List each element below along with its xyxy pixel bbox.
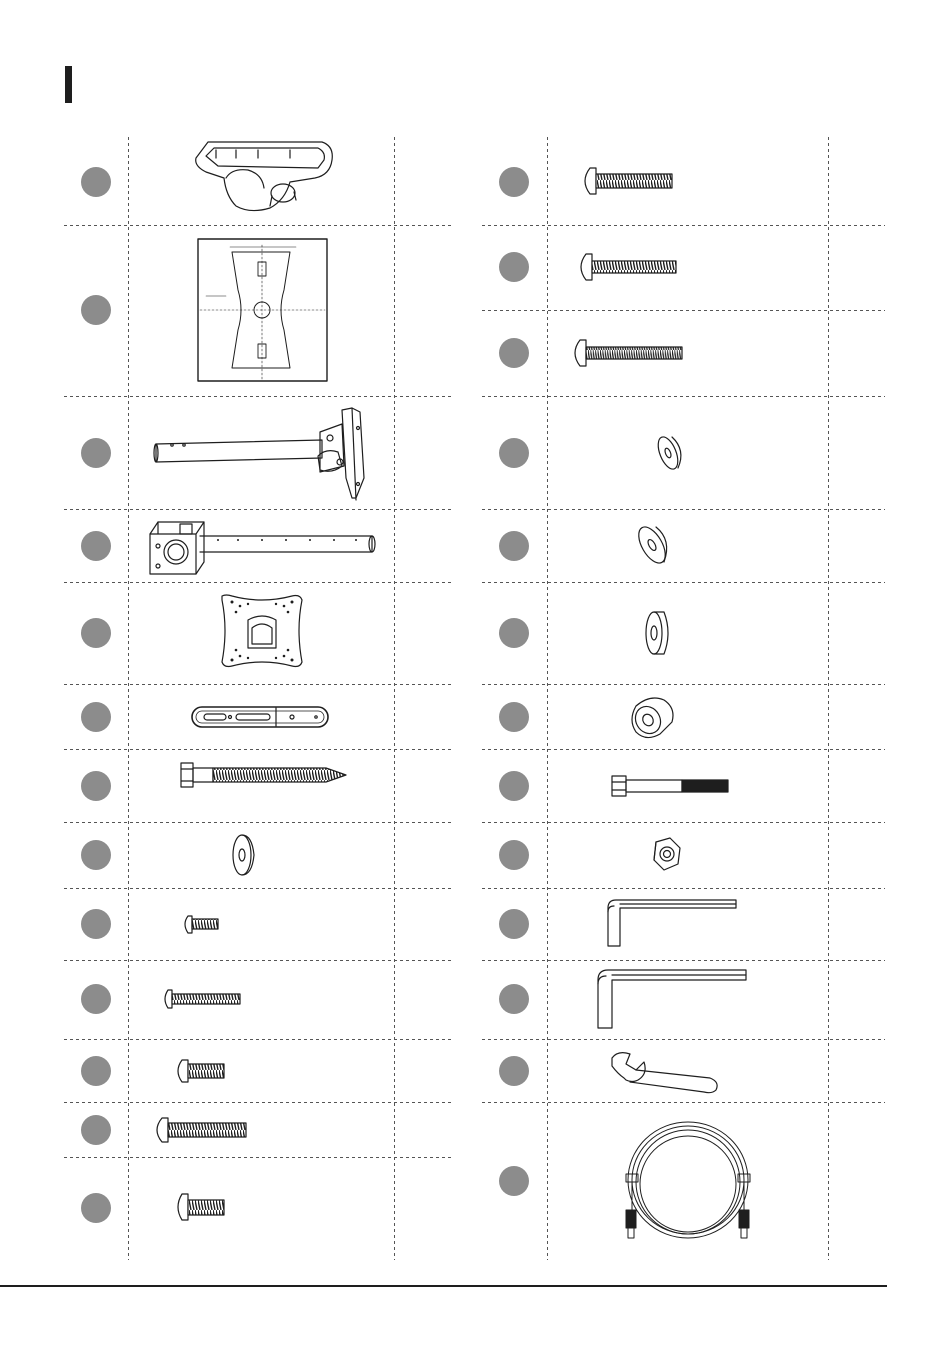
part-badge bbox=[499, 531, 529, 561]
short-screw-icon bbox=[185, 916, 218, 933]
medium-bolt-icon bbox=[157, 1118, 246, 1142]
part-badge bbox=[499, 167, 529, 197]
thick-spacer-icon bbox=[646, 612, 668, 654]
part-badge bbox=[81, 984, 111, 1014]
short-bolt-icon bbox=[178, 1194, 224, 1220]
page-bottom-rule bbox=[0, 1285, 887, 1287]
part-badge bbox=[81, 438, 111, 468]
part-badge bbox=[81, 702, 111, 732]
part-badge bbox=[499, 252, 529, 282]
part-badge bbox=[499, 618, 529, 648]
part-badge bbox=[499, 840, 529, 870]
part-badge bbox=[81, 167, 111, 197]
part-badge bbox=[81, 618, 111, 648]
part-badge bbox=[499, 771, 529, 801]
short-bolt-icon bbox=[178, 1060, 224, 1082]
small-washer-icon bbox=[654, 434, 682, 472]
slotted-bracket-icon bbox=[192, 707, 328, 727]
long-thin-screw-icon bbox=[165, 990, 240, 1008]
wrench-icon bbox=[612, 1053, 717, 1093]
bolt-icon bbox=[585, 168, 672, 194]
part-badge bbox=[499, 984, 529, 1014]
vesa-adapter-plate-icon bbox=[222, 595, 302, 667]
part-badge bbox=[499, 338, 529, 368]
plastic-cover-icon bbox=[196, 142, 333, 211]
table-grid bbox=[64, 137, 885, 1260]
hex-socket-bolt-icon bbox=[612, 776, 728, 796]
washer-icon bbox=[633, 523, 670, 568]
coiled-cable-icon bbox=[626, 1122, 750, 1238]
lag-bolt-icon bbox=[181, 763, 346, 787]
part-badge bbox=[81, 531, 111, 561]
part-badge bbox=[499, 909, 529, 939]
long-bolt-icon bbox=[575, 340, 682, 366]
ceiling-plate-pole-assembly-icon bbox=[154, 408, 364, 500]
lock-nut-icon bbox=[654, 838, 680, 870]
small-allen-key-icon bbox=[608, 900, 736, 946]
spacer-icon bbox=[631, 698, 673, 738]
part-badge bbox=[81, 840, 111, 870]
part-badge bbox=[499, 1056, 529, 1086]
part-badge bbox=[81, 295, 111, 325]
part-badge bbox=[499, 702, 529, 732]
part-badge bbox=[499, 1166, 529, 1196]
large-washer-icon bbox=[233, 835, 254, 875]
part-badge bbox=[81, 909, 111, 939]
large-allen-key-icon bbox=[598, 970, 746, 1028]
part-badge bbox=[499, 438, 529, 468]
mounting-template-icon bbox=[198, 239, 327, 381]
bolt-icon bbox=[581, 254, 676, 280]
part-badge bbox=[81, 1193, 111, 1223]
part-badge bbox=[81, 771, 111, 801]
part-badge bbox=[81, 1056, 111, 1086]
extension-pole-clamp-icon bbox=[150, 522, 375, 574]
part-badge bbox=[81, 1115, 111, 1145]
